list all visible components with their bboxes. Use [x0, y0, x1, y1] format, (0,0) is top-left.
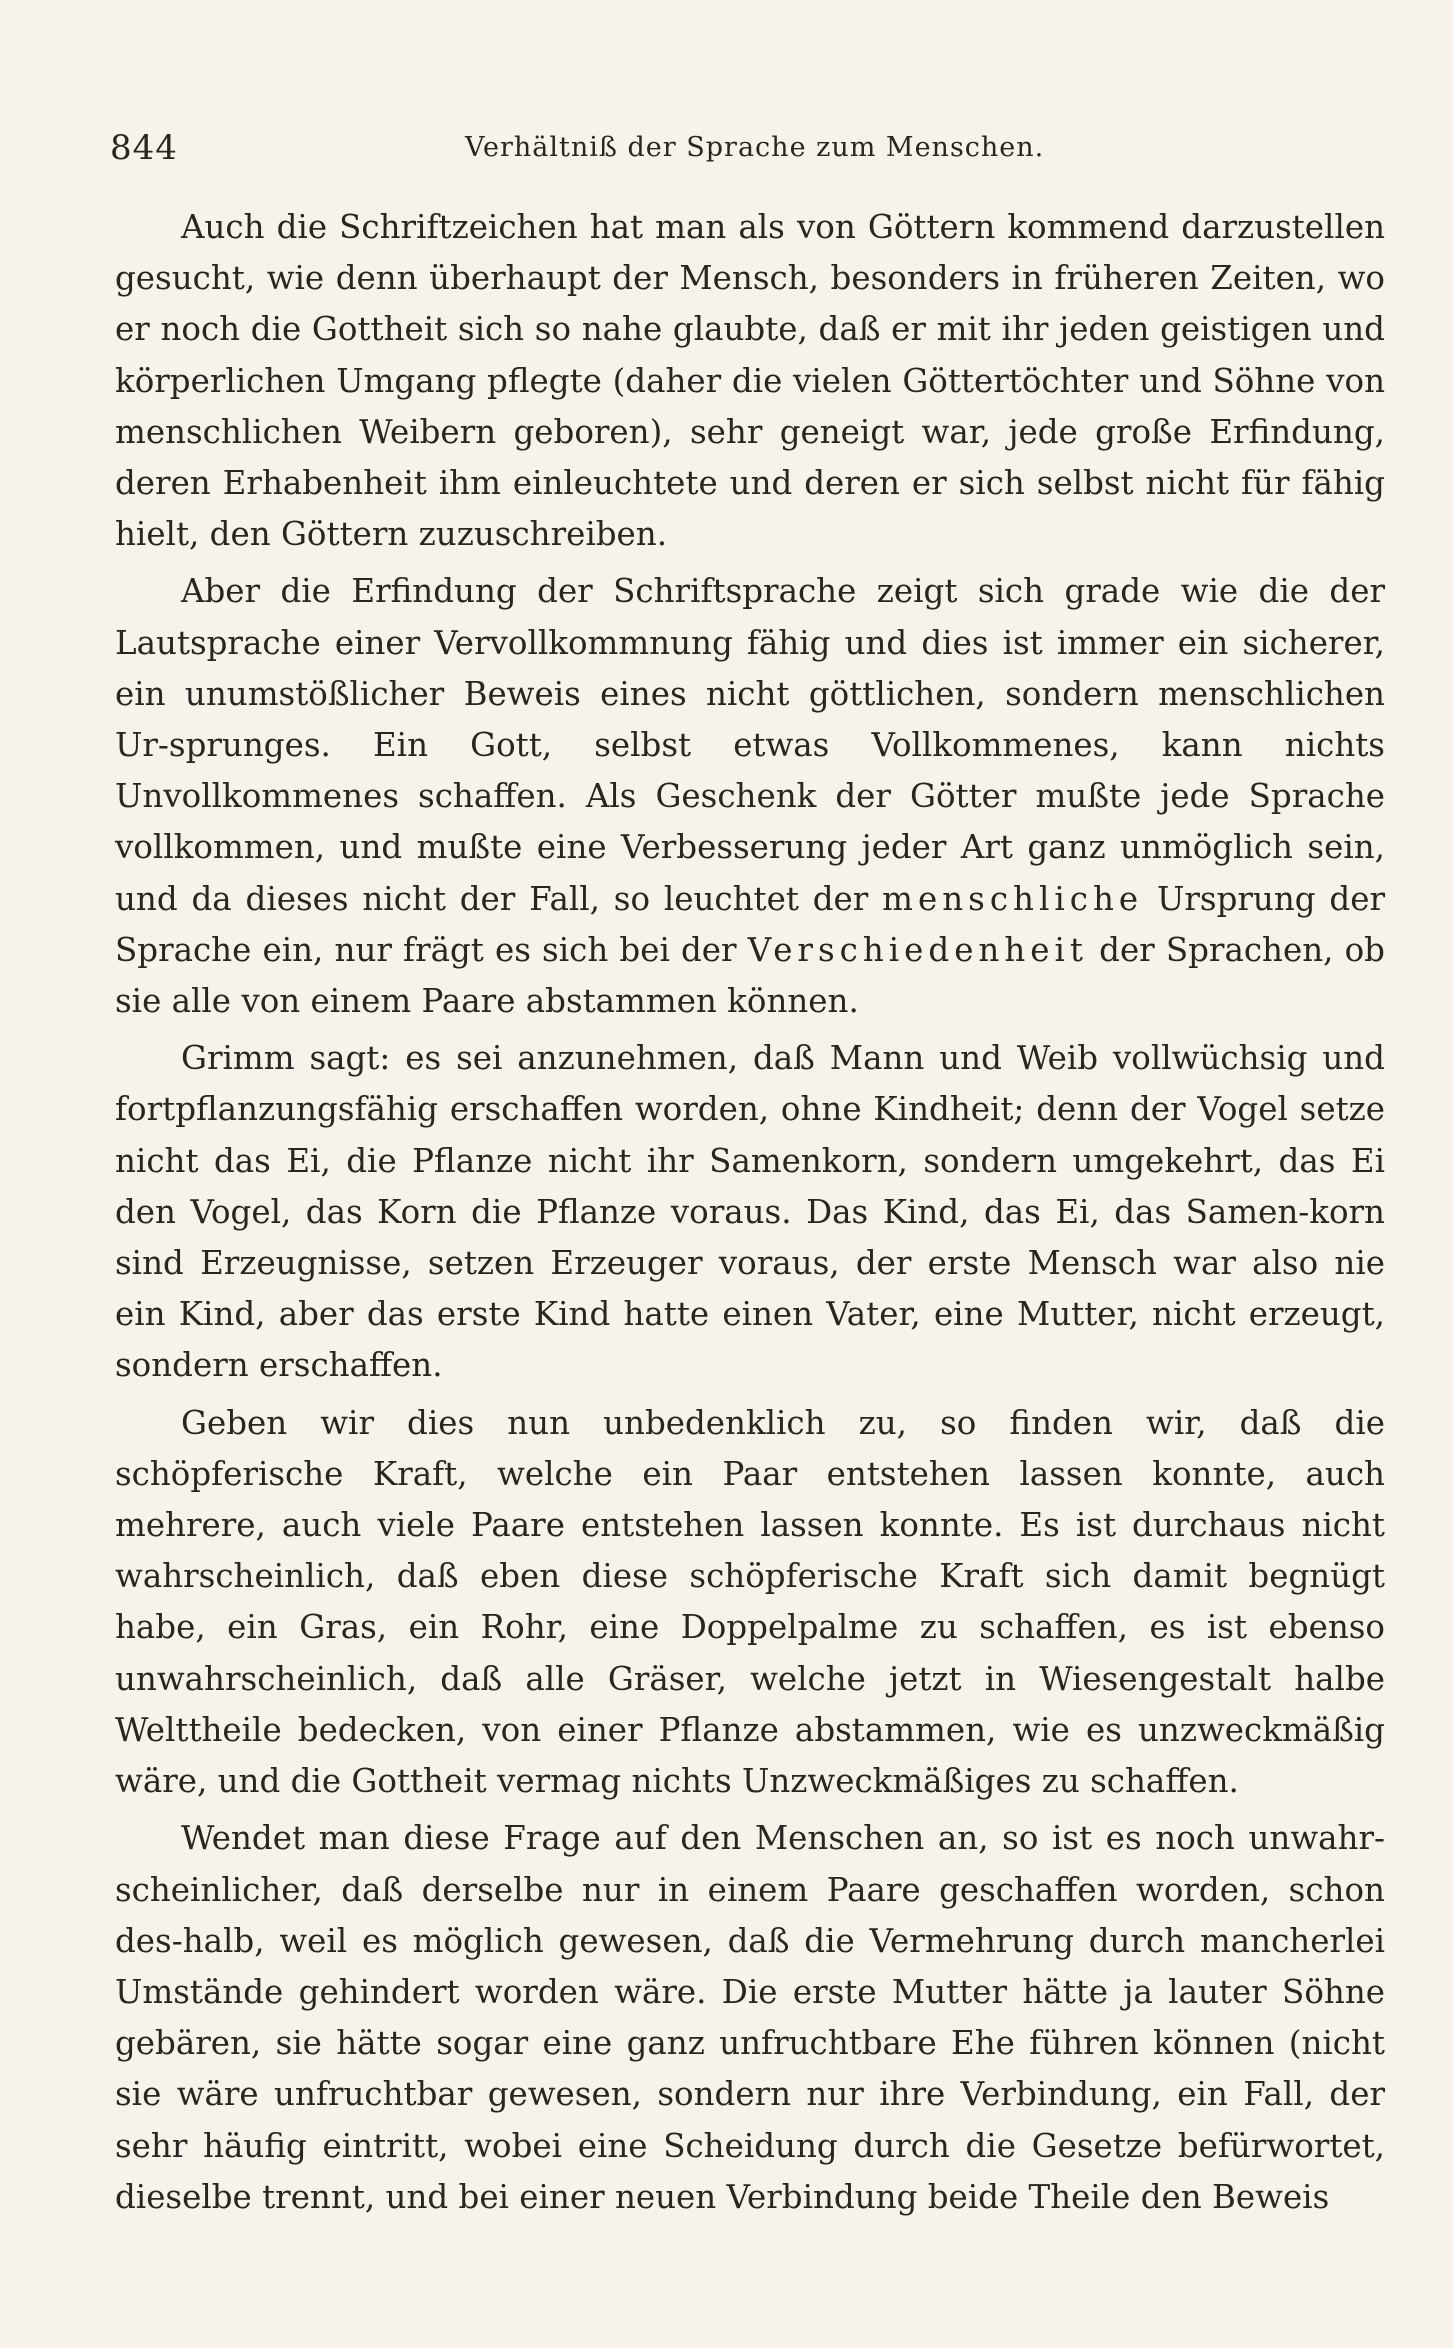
page-header [110, 128, 1390, 172]
paragraph-2-part-1: Aber die Erfindung der Schriftsprache zeigt sich grade wie die der Lautsprache einer Vervollkommnung fähig und dies ist immer ein sicherer, ein unumstößlicher Beweis eines nicht göttlichen, sondern menschlichen Ur-sprunges. Ein Gott, selbst etwas Vollkommenes, kann nichts Unvollkommenes schaffen. Als Geschenk der Götter mußte jede Sprache vollkommen, und mußte eine Verbesserung jeder Art ganz unmöglich sein, und da dieses nicht der Fall, so leuchtet der [115, 572, 1385, 918]
paragraph-3: Grimm sagt: es sei anzunehmen, daß Mann und Weib vollwüchsig und fortpflanzungsfähig erschaffen worden, ohne Kindheit; denn der Vogel setze nicht das Ei, die Pflanze nicht ihr Samenkorn, sondern umgekehrt, das Ei den Vogel, das Korn die Pflanze voraus. Das Kind, das Ei, das Samen-korn sind Erzeugnisse, setzen Erzeuger voraus, der erste Mensch war also nie ein Kind, aber das erste Kind hatte einen Vater, eine Mutter, nicht erzeugt, sondern erschaffen. [115, 1039, 1385, 1385]
emphasis-menschliche: menschliche [882, 879, 1144, 918]
body-text [115, 202, 1385, 2229]
paragraph-4: Geben wir dies nun unbedenklich zu, so finden wir, daß die schöpferische Kraft, welche ein Paar entstehen lassen konnte, auch mehrere, auch viele Paare entstehen lassen konnte. Es ist durchaus nicht wahrscheinlich, daß eben diese schöpferische Kraft sich damit begnügt habe, ein Gras, ein Rohr, eine Doppelpalme zu schaffen, es ist ebenso unwahrscheinlich, daß alle Gräser, welche jetzt in Wiesengestalt halbe Welttheile bedecken, von einer Pflanze abstammen, wie es unzweckmäßig wäre, und die Gottheit vermag nichts Unzweckmäßiges zu schaffen. [115, 1403, 1385, 1801]
running-title: Verhältniß der Sprache zum Menschen. [465, 132, 1045, 163]
page-number: 844 [110, 128, 178, 168]
emphasis-verschiedenheit: Verschiedenheit [747, 930, 1088, 969]
paragraph-5: Wendet man diese Frage auf den Menschen an, so ist es noch unwahr-scheinlicher, daß derselbe nur in einem Paare geschaffen worden, schon des-halb, weil es möglich gewesen, daß die Vermehrung durch mancherlei Umstände gehindert worden wäre. Die erste Mutter hätte ja lauter Söhne gebären, sie hätte sogar eine ganz unfruchtbare Ehe führen können (nicht sie wäre unfruchtbar gewesen, sondern nur ihre Verbindung, ein Fall, der sehr häufig eintritt, wobei eine Scheidung durch die Gesetze befürwortet, dieselbe trennt, und bei einer neuen Verbindung beide Theile den Beweis [115, 1819, 1385, 2216]
paragraph-1: Auch die Schriftzeichen hat man als von Göttern kommend darzustellen gesucht, wie denn überhaupt der Mensch, besonders in früheren Zeiten, wo er noch die Gottheit sich so nahe glaubte, daß er mit ihr jeden geistigen und körperlichen Umgang pflegte (daher die vielen Göttertöchter und Söhne von menschlichen Weibern geboren), sehr geneigt war, jede große Erfindung, deren Erhabenheit ihm einleuchtete und deren er sich selbst nicht für fähig hielt, den Göttern zuzuschreiben. [115, 208, 1385, 554]
paragraph-2-part-3: der Sprachen, ob sie alle von einem Paare abstammen können. [115, 930, 1385, 1021]
paragraph-2-part-2: Ursprung der Sprache ein, nur frägt es sich bei der [115, 879, 1385, 969]
paragraph-2 [115, 566, 1385, 1027]
